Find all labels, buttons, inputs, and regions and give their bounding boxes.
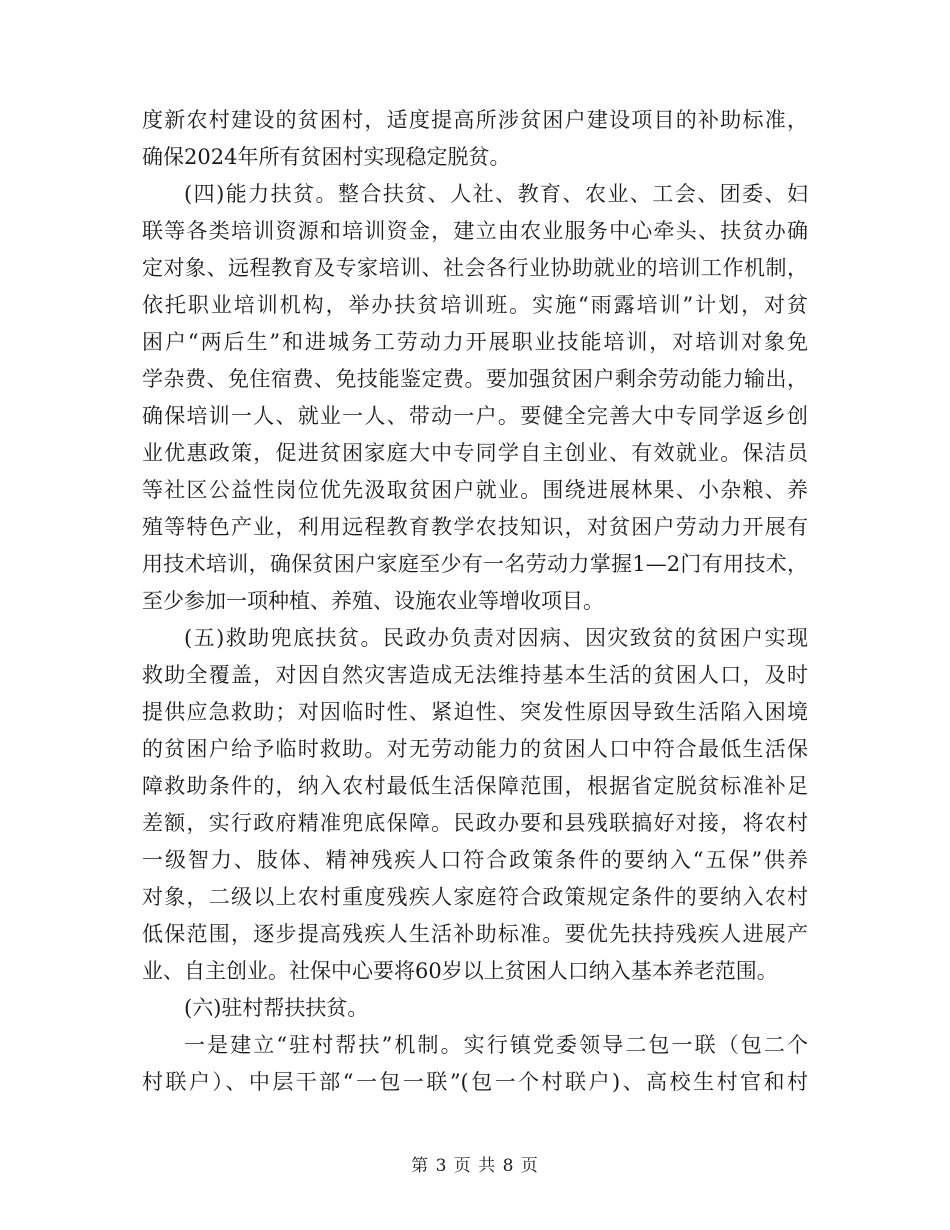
text-line: 确保培训一人、就业一人、带动一户。要健全完善大中专同学返乡创	[142, 404, 808, 428]
paragraph-heading-line: (四)能力扶贫。整合扶贫、人社、教育、农业、工会、团委、妇	[184, 182, 808, 206]
text-line: 业优惠政策，促进贫困家庭大中专同学自主创业、有效就业。保洁员	[142, 441, 808, 465]
text-line: 村联户）、中层干部“一包一联”(包一个村联户)、高校生村官和村	[142, 1070, 808, 1094]
paragraph-heading-line: (六)驻村帮扶扶贫。	[184, 996, 369, 1020]
page-number-footer: 第 3 页 共 8 页	[411, 1156, 539, 1176]
text-line: 困户“两后生”和进城务工劳动力开展职业技能培训，对培训对象免	[142, 330, 808, 354]
body-text	[142, 102, 808, 1101]
text-line: 提供应急救助；对因临时性、紧迫性、突发性原因导致生活陷入困境	[142, 700, 808, 724]
text-line: 等社区公益性岗位优先汲取贫困户就业。围绕进展林果、小杂粮、养	[142, 478, 808, 502]
text-line: 一级智力、肢体、精神残疾人口符合政策条件的要纳入“五保”供养	[142, 848, 808, 872]
text-line: 的贫困户给予临时救助。对无劳动能力的贫困人口中符合最低生活保	[142, 737, 808, 761]
text-line: 业、自主创业。社保中心要将60岁以上贫困人口纳入基本养老范围。	[142, 959, 778, 983]
text-line: 救助全覆盖，对因自然灾害造成无法维持基本生活的贫困人口，及时	[142, 663, 808, 687]
text-line: 定对象、远程教育及专家培训、社会各行业协助就业的培训工作机制，	[142, 256, 808, 280]
text-line: 障救助条件的，纳入农村最低生活保障范围，根据省定脱贫标准补足	[142, 774, 808, 798]
text-line: 度新农村建设的贫困村，适度提高所涉贫困户建设项目的补助标准，	[142, 108, 808, 132]
text-line: 低保范围，逐步提高残疾人生活补助标准。要优先扶持残疾人进展产	[142, 922, 808, 946]
text-line: 差额，实行政府精准兜底保障。民政办要和县残联搞好对接，将农村	[142, 811, 808, 835]
text-line: 依托职业培训机构，举办扶贫培训班。实施“雨露培训”计划，对贫	[142, 293, 808, 317]
text-line: 确保2024年所有贫困村实现稳定脱贫。	[142, 145, 511, 169]
paragraph-first-line: 一是建立“驻村帮扶”机制。实行镇党委领导二包一联（包二个	[184, 1033, 808, 1057]
paragraph-heading-line: (五)救助兜底扶贫。民政办负责对因病、因灾致贫的贫困户实现	[184, 626, 808, 650]
text-line: 学杂费、免住宿费、免技能鉴定费。要加强贫困户剩余劳动能力输出，	[142, 367, 808, 391]
text-line: 对象，二级以上农村重度残疾人家庭符合政策规定条件的要纳入农村	[142, 885, 808, 909]
text-line: 至少参加一项种植、养殖、设施农业等增收项目。	[142, 589, 604, 613]
text-line: 用技术培训，确保贫困户家庭至少有一名劳动力掌握1—2门有用技术，	[142, 552, 808, 576]
text-line: 联等各类培训资源和培训资金，建立由农业服务中心牵头、扶贫办确	[142, 219, 808, 243]
text-line: 殖等特色产业，利用远程教育教学农技知识，对贫困户劳动力开展有	[142, 515, 808, 539]
